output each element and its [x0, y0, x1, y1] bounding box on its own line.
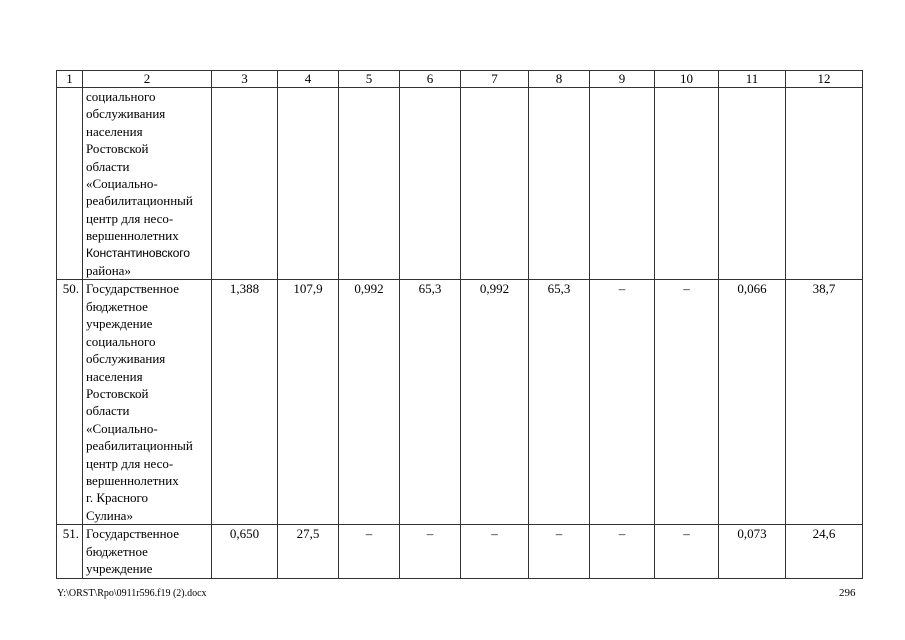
value-cell: [590, 88, 655, 280]
name-line: области: [86, 403, 130, 419]
value-cell: [529, 88, 590, 280]
name-line: реабилитационный: [86, 193, 193, 209]
name-line: бюджетное: [86, 543, 148, 559]
table-row: [57, 280, 863, 525]
header-cell: 7: [461, 71, 529, 88]
footer-file-path: Y:\ORST\Rpo\0911r596.f19 (2).docx: [57, 588, 207, 599]
name-line: обслуживания: [86, 351, 166, 367]
header-cell: 8: [529, 71, 590, 88]
header-cell: 5: [339, 71, 400, 88]
value-cell: [655, 88, 719, 280]
name-line: социального: [86, 89, 156, 104]
header-cell: 2: [83, 71, 212, 88]
header-cell: 10: [655, 71, 719, 88]
header-row: [57, 71, 863, 88]
table-row: [57, 88, 863, 280]
name-line: Государственное: [86, 526, 179, 542]
institution-name: [83, 280, 212, 525]
name-line: «Социально-: [86, 420, 158, 436]
name-line: района»: [86, 263, 131, 279]
value-cell: –: [400, 525, 461, 579]
value-cell: 0,073: [719, 525, 786, 579]
row-number: 50.: [57, 280, 83, 525]
value-cell: –: [529, 525, 590, 579]
value-cell: [461, 88, 529, 280]
value-cell: 38,7: [786, 280, 863, 525]
institution-name: [83, 88, 212, 280]
name-line: г. Красного: [86, 490, 149, 506]
value-cell: –: [655, 525, 719, 579]
table-row: [57, 525, 863, 579]
name-line: «Социально-: [86, 176, 158, 192]
header-cell: 4: [278, 71, 339, 88]
header-cell: 3: [212, 71, 278, 88]
value-cell: [400, 88, 461, 280]
name-line: учреждение: [86, 560, 153, 576]
value-cell: [786, 88, 863, 280]
value-cell: [212, 88, 278, 280]
header-cell: 1: [57, 71, 83, 88]
header-cell: 11: [719, 71, 786, 88]
value-cell: [278, 88, 339, 280]
name-line: центр для несо-: [86, 210, 174, 226]
value-cell: 27,5: [278, 525, 339, 579]
value-cell: 107,9: [278, 280, 339, 525]
name-line: области: [86, 158, 130, 174]
name-line: Константиновского: [86, 245, 190, 260]
name-line: социального: [86, 333, 156, 349]
name-line: вершеннолетних: [86, 472, 179, 488]
value-cell: 65,3: [400, 280, 461, 525]
value-cell: 1,388: [212, 280, 278, 525]
name-line: населения: [86, 123, 143, 139]
name-line: учреждение: [86, 316, 153, 332]
value-cell: –: [590, 525, 655, 579]
name-line: Государственное: [86, 281, 179, 297]
value-cell: 65,3: [529, 280, 590, 525]
name-line: Сулина»: [86, 507, 133, 523]
value-cell: [719, 88, 786, 280]
row-number: [57, 88, 83, 280]
row-number: 51.: [57, 525, 83, 579]
data-table: [56, 70, 863, 579]
value-cell: –: [339, 525, 400, 579]
value-cell: 0,992: [339, 280, 400, 525]
value-cell: 24,6: [786, 525, 863, 579]
value-cell: 0,992: [461, 280, 529, 525]
value-cell: [339, 88, 400, 280]
name-line: обслуживания: [86, 106, 166, 122]
institution-name: [83, 525, 212, 579]
value-cell: –: [655, 280, 719, 525]
name-line: бюджетное: [86, 298, 148, 314]
header-cell: 9: [590, 71, 655, 88]
name-line: вершеннолетних: [86, 228, 179, 244]
name-line: реабилитационный: [86, 438, 193, 454]
page-number: 296: [839, 587, 856, 599]
name-line: центр для несо-: [86, 455, 174, 471]
name-line: населения: [86, 368, 143, 384]
value-cell: –: [461, 525, 529, 579]
header-cell: 12: [786, 71, 863, 88]
value-cell: –: [590, 280, 655, 525]
name-line: Ростовской: [86, 385, 149, 401]
value-cell: 0,066: [719, 280, 786, 525]
value-cell: 0,650: [212, 525, 278, 579]
name-line: Ростовской: [86, 141, 149, 157]
header-cell: 6: [400, 71, 461, 88]
